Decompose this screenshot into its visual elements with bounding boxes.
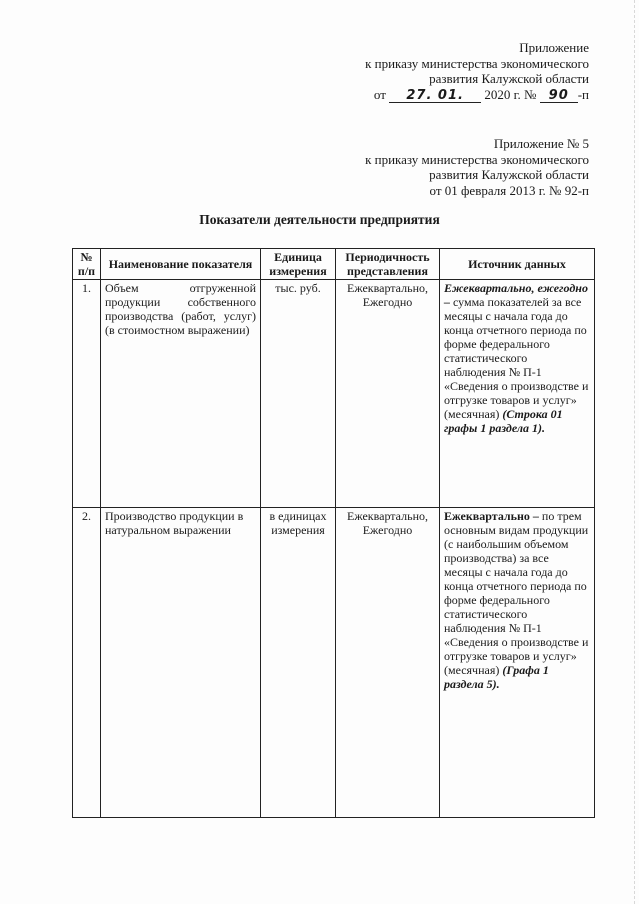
source-body: по трем основным видам продукции (с наибольшим объемом производства) за все месяцы с начала года до конца отчетного периода по форме федерального статистического наблюдения № П-1 «Сведения о производстве и отгрузке товаров и услуг» (месячная) [444, 509, 589, 677]
header-line: Приложение № 5 [493, 136, 589, 151]
header-date-line [365, 87, 589, 103]
row-unit: тыс. руб. [261, 280, 336, 508]
page-edge [634, 0, 635, 904]
header-line: развития Калужской области [429, 71, 589, 86]
row-period: Ежеквартально, Ежегодно [336, 280, 440, 508]
col-header-name: Наименование показателя [101, 249, 261, 280]
col-header-period: Периодичность представления [336, 249, 440, 280]
number-suffix: -п [577, 86, 589, 102]
header-line: от 01 февраля 2013 г. № 92-п [429, 182, 589, 198]
order-attachment-header [365, 40, 589, 103]
indicators-table [72, 248, 595, 818]
source-body: сумма показателей за все месяцы с начала года до конца отчетного периода по форме федерального статистического наблюдения № П-1 «Сведения о производстве и отгрузке товаров и услуг» (месячная) [444, 295, 589, 421]
table-row [73, 280, 595, 508]
header-line: к приказу министерства экономического [365, 151, 589, 167]
row-source [440, 280, 595, 508]
document-title: Показатели деятельности предприятия [199, 212, 440, 227]
col-header-num: № п/п [73, 249, 101, 280]
col-header-unit: Единица измерения [261, 249, 336, 280]
row-num: 2. [73, 508, 101, 818]
row-source [440, 508, 595, 818]
row-name: Объем отгруженной продукции собственного производства (работ, услуг) (в стоимостном выражении) [101, 280, 261, 508]
table-row [73, 508, 595, 818]
source-lead: Ежеквартально, ежегодно – [444, 281, 588, 309]
source-lead: Ежеквартально – [444, 509, 539, 523]
row-num: 1. [73, 280, 101, 508]
header-line: к приказу министерства экономического [365, 55, 589, 71]
table-header-row [73, 249, 595, 280]
row-unit: в единицах измерения [261, 508, 336, 818]
row-period: Ежеквартально, Ежегодно [336, 508, 440, 818]
header-line: Приложение [519, 40, 589, 55]
handwritten-number: 90 [540, 88, 578, 103]
row-name: Производство продукции в натуральном выражении [101, 508, 261, 818]
from-label: от [373, 86, 386, 102]
handwritten-date: 27. 01. [389, 88, 481, 103]
header-line: развития Калужской области [429, 167, 589, 182]
source-ref: (Строка 01 графы 1 раздела 1). [444, 407, 563, 435]
source-ref: (Графа 1 раздела 5). [444, 663, 549, 691]
year-label: 2020 г. № [484, 86, 537, 102]
col-header-source: Источник данных [440, 249, 595, 280]
original-attachment-header [365, 136, 589, 198]
